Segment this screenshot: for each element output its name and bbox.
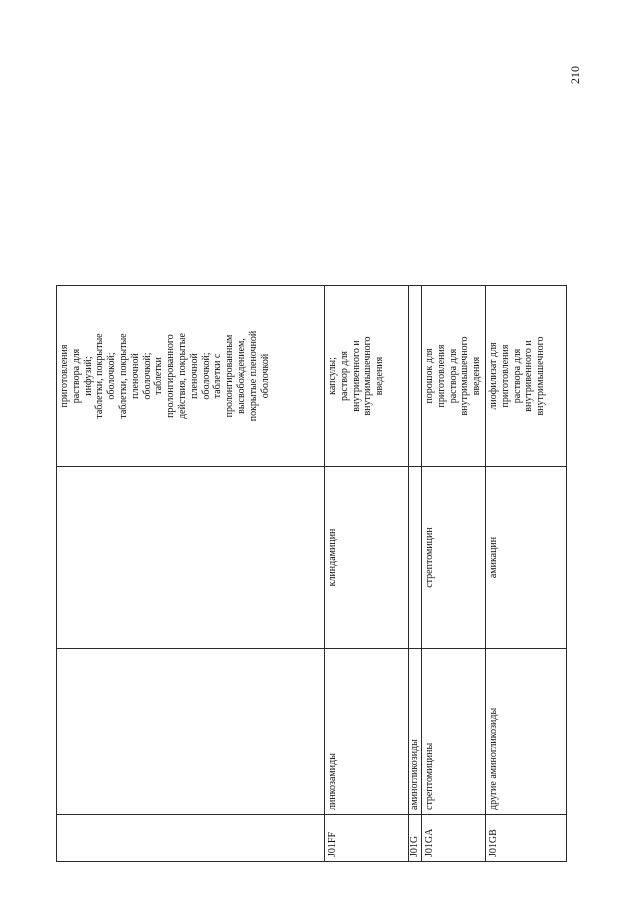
dosage-form-cell xyxy=(325,286,409,467)
dosage-form-line: внутримышечного xyxy=(459,336,471,416)
dosage-form-line: оболочкой; xyxy=(106,352,118,400)
dosage-form-line: приготовления xyxy=(59,344,70,408)
dosage-form-line: таблетки, покрытые xyxy=(94,333,106,419)
dosage-form-line: пленочной xyxy=(129,353,141,399)
atc-code-cell xyxy=(57,815,325,862)
drug-name-cell xyxy=(57,467,325,649)
dosage-form-line: раствор для xyxy=(338,350,350,402)
group-cell: другие аминогликозиды xyxy=(486,649,567,815)
dosage-form-cell xyxy=(409,286,422,467)
dosage-form-line: внутримышечного xyxy=(362,336,374,416)
dosage-form-line: внутривенного и xyxy=(350,340,362,412)
dosage-form-line: порошок для xyxy=(424,348,435,404)
dosage-form-line: приготовления xyxy=(435,344,447,408)
table-row xyxy=(57,286,325,862)
atc-code-cell: J01FF xyxy=(325,815,409,862)
dosage-form-line: капсулы; xyxy=(327,357,338,395)
dosage-form-line: введения xyxy=(471,356,483,396)
dosage-form-line: приготовления xyxy=(499,344,511,408)
group-cell: стрептомицины xyxy=(422,649,486,815)
drug-name-cell: амикацин xyxy=(486,467,567,649)
table-row xyxy=(422,286,486,862)
dosage-form-line: раствора для xyxy=(511,348,523,404)
page-number: 210 xyxy=(567,66,582,84)
dosage-form-line: пролонгированным xyxy=(224,334,236,418)
table-container xyxy=(56,322,566,862)
table-row xyxy=(325,286,409,862)
dosage-form-line: покрытые пленочной xyxy=(247,330,259,422)
dosage-form-line: действия, покрытые xyxy=(176,333,188,419)
dosage-form-line: внутримышечного xyxy=(535,336,547,416)
dosage-form-line: пленочной xyxy=(188,353,200,399)
dosage-form-line: таблетки, покрытые xyxy=(117,333,129,419)
dosage-form-line: инфузий; xyxy=(82,356,94,396)
group-cell: линкозамиды xyxy=(325,649,409,815)
drug-name-cell: клиндамицин xyxy=(325,467,409,649)
dosage-form-line: таблетки xyxy=(153,357,165,395)
dosage-form-line: раствора для xyxy=(447,348,459,404)
atc-code-cell: J01G xyxy=(409,815,422,862)
dosage-form-line: введения xyxy=(374,356,386,396)
dosage-form-line: внутривенного и xyxy=(523,340,535,412)
dosage-form-line: оболочкой; xyxy=(141,352,153,400)
dosage-form-line: раствора для xyxy=(70,348,82,404)
drug-name-cell: стрептомицин xyxy=(422,467,486,649)
dosage-form-line: пролонгированного xyxy=(165,334,177,418)
group-cell: аминогликозиды xyxy=(409,649,422,815)
dosage-form-line: высвобождением, xyxy=(235,338,247,414)
dosage-form-line: лиофилизат для xyxy=(488,342,499,410)
dosage-form-line: таблетки с xyxy=(212,353,224,399)
dosage-form-cell xyxy=(486,286,567,467)
dosage-form-cell xyxy=(422,286,486,467)
group-cell xyxy=(57,649,325,815)
dosage-form-line: оболочкой xyxy=(259,353,271,399)
atc-code-cell: J01GA xyxy=(422,815,486,862)
table-row xyxy=(486,286,567,862)
atc-code-cell: J01GB xyxy=(486,815,567,862)
dosage-form-line: оболочкой; xyxy=(200,352,212,400)
drug-name-cell xyxy=(409,467,422,649)
table-row xyxy=(409,286,422,862)
drug-table xyxy=(56,285,567,862)
dosage-form-cell xyxy=(57,286,325,467)
